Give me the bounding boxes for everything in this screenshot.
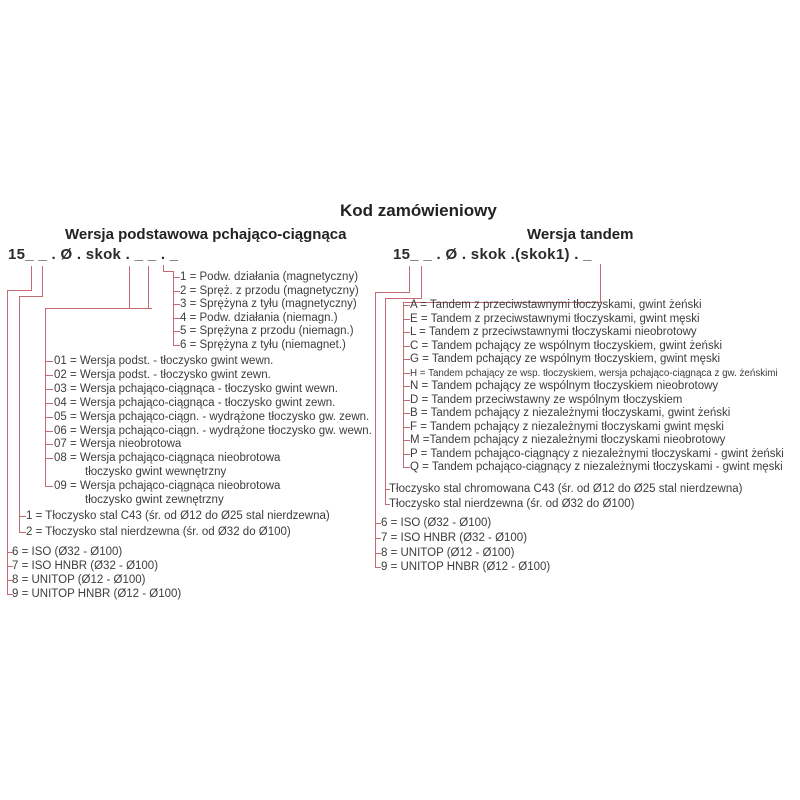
bracket-tick [403, 427, 410, 428]
bracket-spine [403, 302, 404, 468]
list-item: 2 = Spręż. z przodu (magnetyczny) [180, 285, 359, 297]
list-item: M =Tandem pchający z niezależnymi tłoczyskami nieobrotowy [410, 434, 726, 446]
list-item: L = Tandem z przeciwstawnymi tłoczyskami nieobrotowy [410, 326, 697, 338]
list-item: 8 = UNITOP (Ø12 - Ø100) [381, 547, 515, 559]
list-item: 1 = Podw. działania (magnetyczny) [180, 271, 359, 283]
list-item-continuation: tłoczysko gwint zewnętrzny [85, 494, 224, 506]
left-section-title: Wersja podstawowa pchająco-ciągnąca [65, 226, 347, 243]
code-drop-line [600, 264, 601, 302]
connector-line [375, 292, 410, 293]
bracket-tick [403, 373, 410, 374]
bracket-tick [173, 277, 180, 278]
connector-line [45, 308, 152, 309]
list-item: 9 = UNITOP HNBR (Ø12 - Ø100) [12, 588, 182, 600]
bracket-tick [45, 431, 53, 432]
right-order-code: 15_ _ . Ø . skok .(skok1) . _ [393, 246, 592, 263]
bracket-tick [403, 305, 410, 306]
bracket-spine [45, 308, 46, 487]
bracket-tick [173, 291, 180, 292]
list-item: Q = Tandem pchająco-ciągnący z niezależnymi tłoczyskami - gwint męski [410, 461, 783, 473]
list-item: Tłoczysko stal nierdzewna (śr. od Ø32 do Ø100) [389, 498, 635, 510]
list-item: B = Tandem pchający z niezależnymi tłoczyskami, gwint żeński [410, 407, 731, 419]
code-drop-line [409, 266, 410, 292]
list-item: 9 = UNITOP HNBR (Ø12 - Ø100) [381, 561, 551, 573]
code-drop-line [42, 266, 43, 296]
list-item: E = Tandem z przeciwstawnymi tłoczyskami, gwint męski [410, 313, 700, 325]
bracket-tick [403, 359, 410, 360]
bracket-spine [19, 296, 20, 533]
list-item: 3 = Sprężyna z tyłu (magnetyczny) [180, 298, 357, 310]
list-item: 8 = UNITOP (Ø12 - Ø100) [12, 574, 146, 586]
bracket-tick [173, 331, 180, 332]
list-item: 5 = Sprężyna z przodu (niemagn.) [180, 325, 354, 337]
list-item: 02 = Wersja podst. - tłoczysko gwint zewn. [54, 369, 271, 381]
list-item: A = Tandem z przeciwstawnymi tłoczyskami, gwint żeński [410, 299, 702, 311]
list-item: 2 = Tłoczysko stal nierdzewna (śr. od Ø32 do Ø100) [26, 526, 291, 538]
code-drop-line [421, 266, 422, 298]
list-item: F = Tandem pchający z niezależnymi tłoczyskami gwint męski [410, 421, 724, 433]
connector-line [7, 290, 32, 291]
code-drop-line [148, 266, 149, 308]
bracket-tick [45, 444, 53, 445]
list-item: D = Tandem przeciwstawny ze wspólnym tłoczyskiem [410, 394, 683, 406]
bracket-tick [403, 454, 410, 455]
bracket-tick [403, 346, 410, 347]
connector-line [163, 271, 173, 272]
list-item: Tłoczysko stal chromowana C43 (śr. od Ø12 do Ø25 stal nierdzewna) [389, 483, 743, 495]
bracket-tick [403, 386, 410, 387]
code-drop-line [129, 266, 130, 308]
list-item: 01 = Wersja podst. - tłoczysko gwint wewn. [54, 355, 274, 367]
list-item: 4 = Podw. działania (niemagn.) [180, 312, 338, 324]
list-item: 04 = Wersja pchająco-ciągnąca - tłoczysko gwint zewn. [54, 397, 336, 409]
list-item: 7 = ISO HNBR (Ø32 - Ø100) [381, 532, 528, 544]
bracket-tick [173, 304, 180, 305]
bracket-spine [173, 271, 174, 346]
list-item: C = Tandem pchający ze wspólnym tłoczyskiem, gwint żeński [410, 340, 723, 352]
bracket-tick [403, 413, 410, 414]
connector-line [19, 296, 43, 297]
list-item-continuation: tłoczysko gwint wewnętrzny [85, 466, 227, 478]
bracket-tick [173, 318, 180, 319]
bracket-tick [403, 467, 410, 468]
bracket-tick [45, 361, 53, 362]
bracket-tick [19, 532, 26, 533]
list-item: 6 = Sprężyna z tyłu (niemagnet.) [180, 339, 346, 351]
list-item: 7 = ISO HNBR (Ø32 - Ø100) [12, 560, 159, 572]
page-title: Kod zamówieniowy [340, 201, 497, 220]
list-item: G = Tandem pchający ze wspólnym tłoczyskiem, gwint męski [410, 353, 721, 365]
bracket-tick [45, 375, 53, 376]
list-item: 1 = Tłoczysko stal C43 (śr. od Ø12 do Ø25 stal nierdzewna) [26, 510, 330, 522]
list-item: 03 = Wersja pchająco-ciągnąca - tłoczysko gwint wewn. [54, 383, 338, 395]
bracket-tick [403, 440, 410, 441]
bracket-tick [403, 332, 410, 333]
list-item: 06 = Wersja pchająco-ciągn. - wydrążone tłoczysko gw. wewn. [54, 425, 372, 437]
bracket-tick [45, 458, 53, 459]
bracket-spine [375, 292, 376, 568]
list-item: 05 = Wersja pchająco-ciągn. - wydrążone tłoczysko gw. zewn. [54, 411, 370, 423]
left-order-code: 15_ _ . Ø . skok . _ _ . _ [8, 246, 179, 263]
list-item: N = Tandem pchający ze wspólnym tłoczyskiem nieobrotowy [410, 380, 719, 392]
list-item: 6 = ISO (Ø32 - Ø100) [12, 546, 123, 558]
list-item: 08 = Wersja pchająco-ciągnąca nieobrotowa [54, 452, 281, 464]
bracket-tick [45, 486, 53, 487]
bracket-tick [173, 345, 180, 346]
list-item: P = Tandem pchająco-ciągnący z niezależnymi tłoczyskami - gwint żeński [410, 448, 784, 460]
list-item: H = Tandem pchający ze wsp. tłoczyskiem, wersja pchająco-ciągnąca z gw. żeńskimi [410, 368, 778, 379]
bracket-tick [45, 389, 53, 390]
bracket-tick [19, 516, 26, 517]
bracket-tick [403, 319, 410, 320]
list-item: 6 = ISO (Ø32 - Ø100) [381, 517, 492, 529]
bracket-spine [385, 298, 386, 505]
right-section-title: Wersja tandem [527, 226, 634, 243]
bracket-spine [7, 290, 8, 595]
bracket-tick [45, 417, 53, 418]
code-drop-line [31, 266, 32, 290]
list-item: 07 = Wersja nieobrotowa [54, 438, 182, 450]
bracket-tick [45, 403, 53, 404]
bracket-tick [403, 400, 410, 401]
list-item: 09 = Wersja pchająco-ciągnąca nieobrotowa [54, 480, 281, 492]
